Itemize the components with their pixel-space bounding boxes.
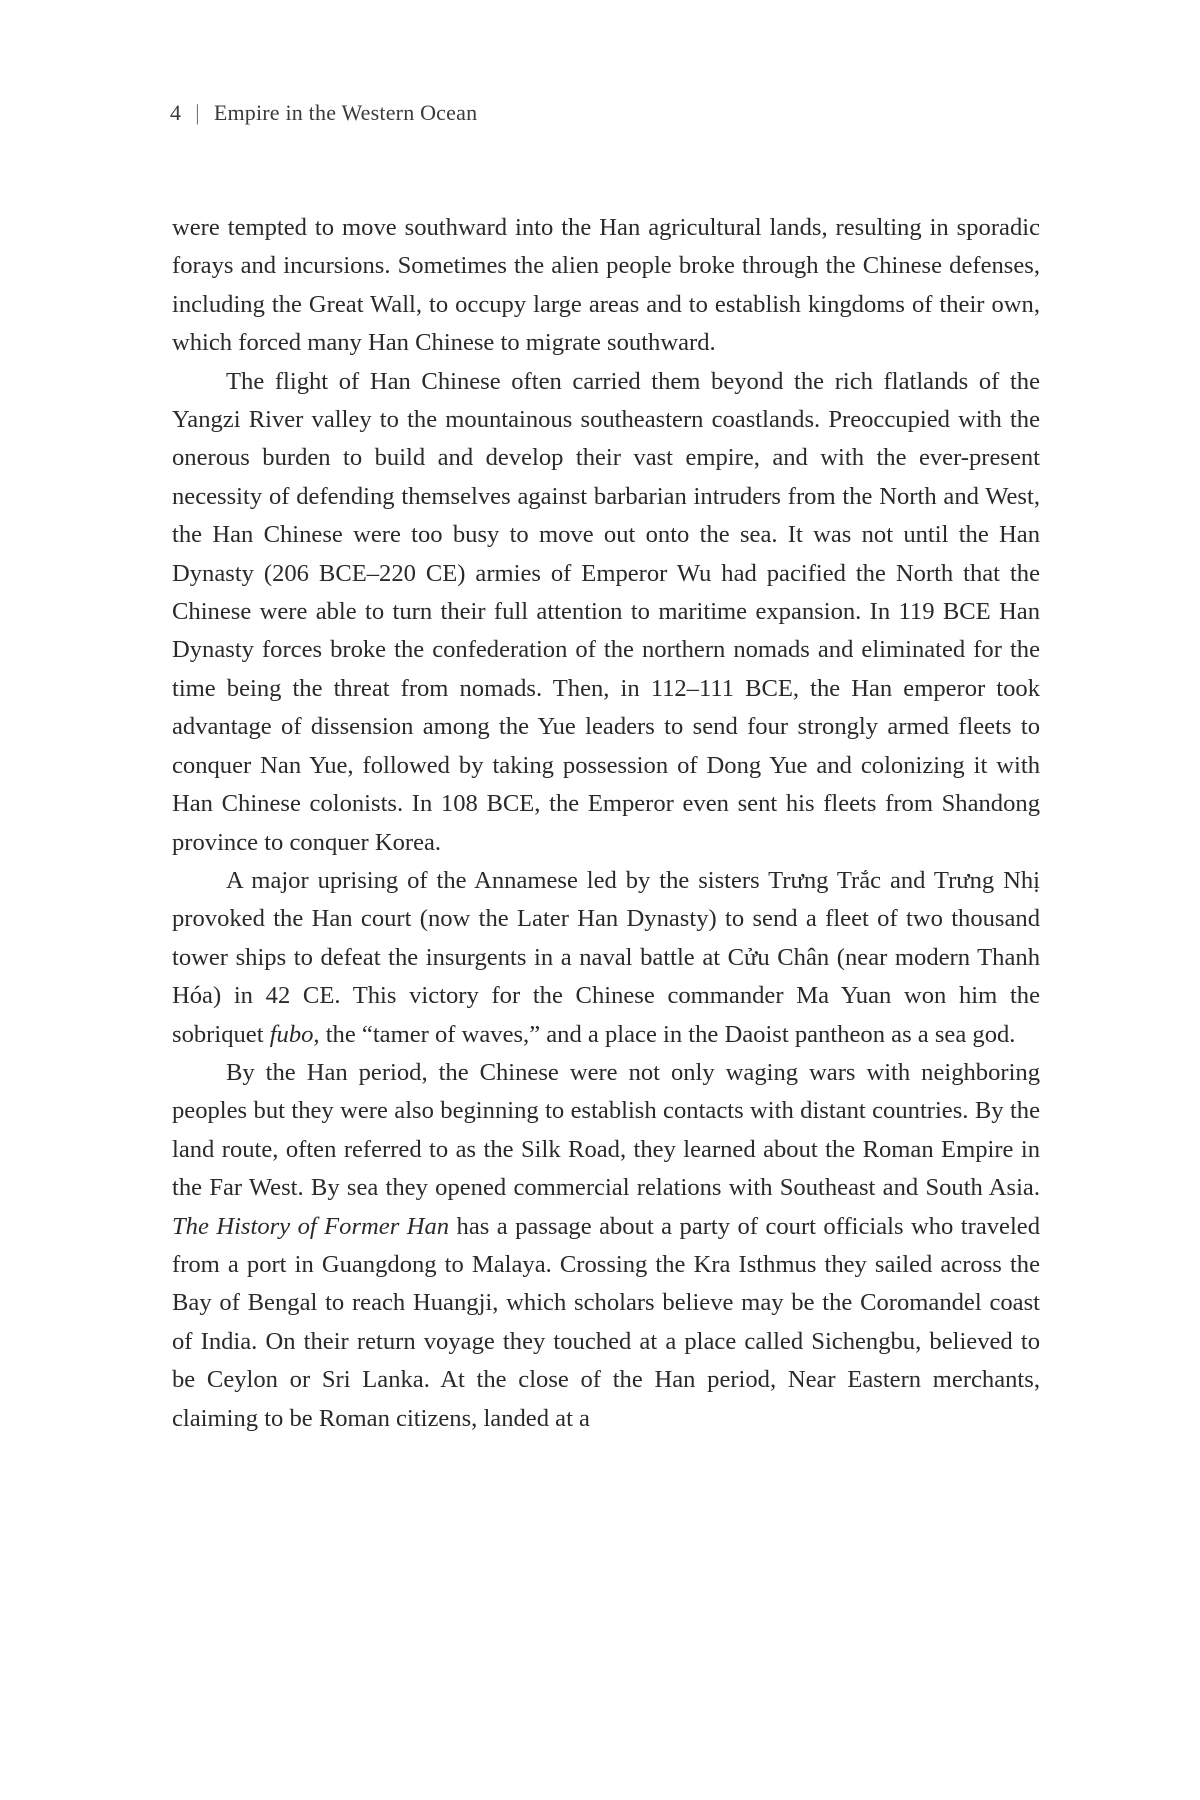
paragraph-2: The flight of Han Chinese often carried them beyond the rich flatlands of the Yangzi River valley to the mountainous southeastern coastlands. Preoccupied with the onerous burden to build and develop their vast empire, and with the ever-present necessity of defending themselves against barbarian intruders from the North and West, the Han Chinese were too busy to move out onto the sea. It was not until the Han Dynasty (206 BCE–220 CE) armies of Emperor Wu had pacified the North that the Chinese were able to turn their full attention to maritime expansion. In 119 BCE Han Dynasty forces broke the confederation of the northern nomads and eliminated for the time being the threat from nomads. Then, in 112–111 BCE, the Han emperor took advantage of dissension among the Yue leaders to send four strongly armed fleets to conquer Nan Yue, followed by taking possession of Dong Yue and colonizing it with Han Chinese colonists. In 108 BCE, the Emperor even sent his fleets from Shandong province to conquer Korea. [172, 367, 1040, 856]
paragraph-3-text-before: A major uprising of the Annamese led by the sisters Trưng Trắc and Trưng Nhị provoked the Han court (now the Later Han Dynasty) to send a fleet of two thousand tower ships to defeat the insurgents in a naval battle at Cửu Chân (near modern Thanh Hóa) in 42 CE. This victory for the Chinese commander Ma Yuan won him the sobriquet [172, 866, 1040, 1048]
running-head-separator: | [195, 100, 200, 125]
paragraph-4-italic-title: The History of Former Han [172, 1212, 450, 1240]
paragraph-4-text-after: has a passage about a party of court officials who traveled from a port in Guangdong to Malaya. Crossing the Kra Isthmus they sailed across the Bay of Bengal to reach Huangji, which scholars believe may be the Coromandel coast of India. On their return voyage they touched at a place called Sichengbu, believed to be Ceylon or Sri Lanka. At the close of the Han period, Near Eastern merchants, claiming to be Roman citizens, landed at a [172, 1212, 1041, 1432]
paragraph-3-italic-term: fubo [269, 1020, 314, 1048]
paragraph-4-text-before: By the Han period, the Chinese were not only waging wars with neighboring peoples but they were also beginning to establish contacts with distant countries. By the land route, often referred to as the Silk Road, they learned about the Roman Empire in the Far West. By sea they opened commercial relations with Southeast and South Asia. [172, 1058, 1040, 1202]
paragraph-4 [172, 1054, 1040, 1438]
paragraph-3-text-after: , the “tamer of waves,” and a place in the Daoist pantheon as a sea god. [313, 1020, 1016, 1048]
page-number: 4 [170, 100, 182, 125]
book-title: Empire in the Western Ocean [213, 100, 478, 125]
body-text [172, 209, 1040, 1438]
running-head [170, 100, 477, 126]
paragraph-1: were tempted to move southward into the Han agricultural lands, resulting in sporadic forays and incursions. Sometimes the alien people broke through the Chinese defenses, including the Great Wall, to occupy large areas and to establish kingdoms of their own, which forced many Han Chinese to migrate southward. [172, 214, 1040, 357]
paragraph-3 [172, 862, 1040, 1054]
